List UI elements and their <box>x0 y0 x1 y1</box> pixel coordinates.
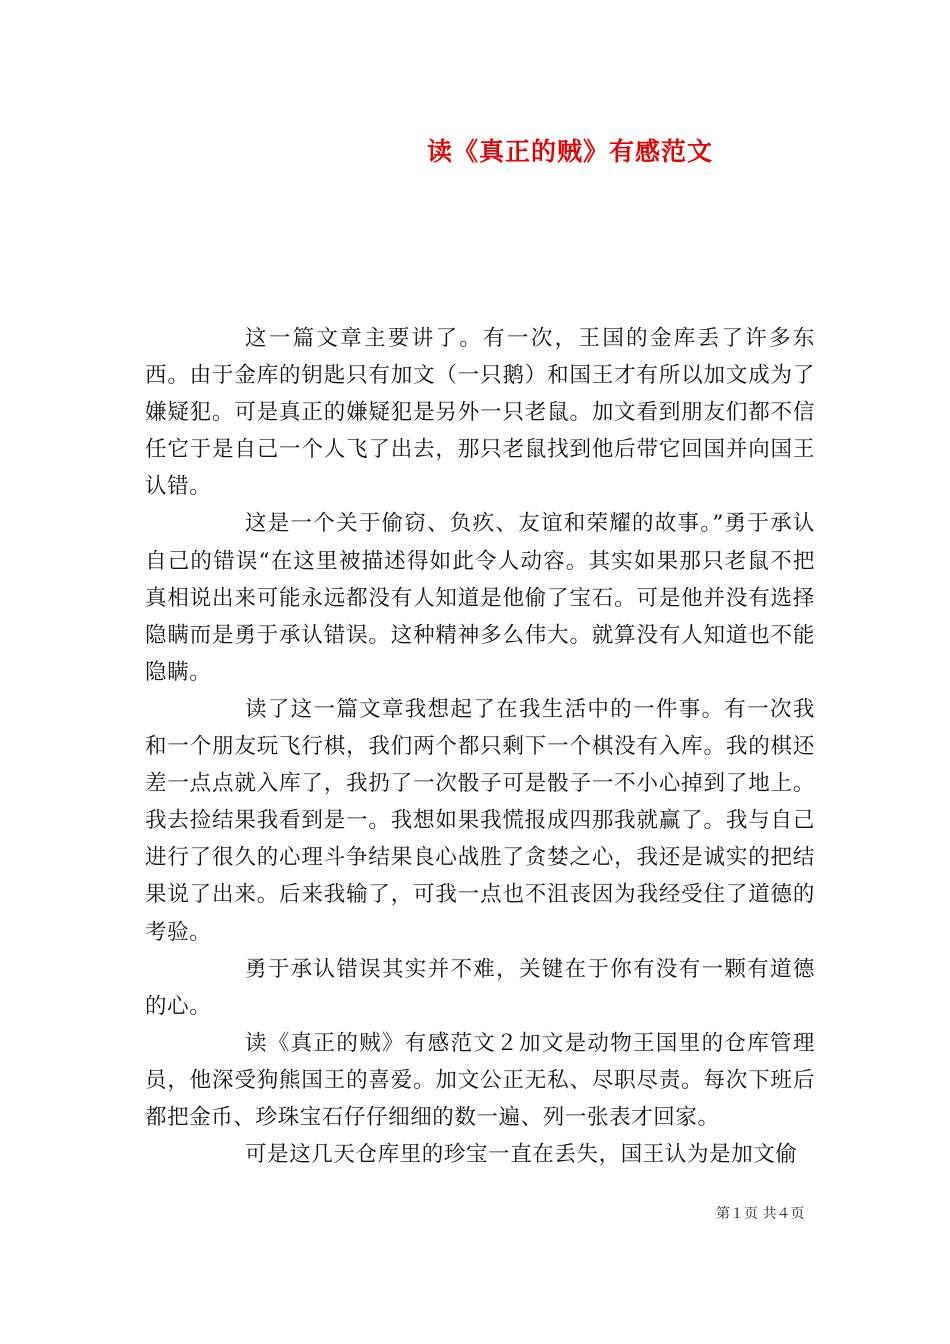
document-title: 读《真正的贼》有感范文 <box>426 137 713 166</box>
paragraph-1: 这一篇文章主要讲了。有一次，王国的金库丢了许多东西。由于金库的钥匙只有加文（一只鹅）和国王才有所以加文成为了嫌疑犯。可是真正的嫌疑犯是另外一只老鼠。加文看到朋友们都不信任它于是自己一个人飞了出去，那只老鼠找到他后带它回国并向国王认错。 <box>145 326 815 500</box>
paragraph-6: 可是这几天仓库里的珍宝一直在丢失，国王认为是加文偷 <box>245 1142 798 1168</box>
document-body <box>145 320 815 1173</box>
paragraph-2: 这是一个关于偷窃、负疚、友谊和荣耀的故事。”勇于承认自己的错误“在这里被描述得如此令人动容。其实如果那只老鼠不把真相说出来可能永远都没有人知道是他偷了宝石。可是他并没有选择隐瞒而是勇于承认错误。这种精神多么伟大。就算没有人知道也不能隐瞒。 <box>145 511 815 685</box>
page-number-footer: 第１页 共４页 <box>716 1206 805 1222</box>
paragraph-4: 勇于承认错误其实并不难，关键在于你有没有一颗有道德的心。 <box>145 956 815 1019</box>
paragraph-3: 读了这一篇文章我想起了在我生活中的一件事。有一次我和一个朋友玩飞行棋，我们两个都只剩下一个棋没有入库。我的棋还差一点点就入库了，我扔了一次骰子可是骰子一不小心掉到了地上。我去捡结果我看到是一。我想如果我慌报成四那我就赢了。我与自己进行了很久的心理斗争结果良心战胜了贪婪之心，我还是诚实的把结果说了出来。后来我输了，可我一点也不沮丧因为我经受住了道德的考验。 <box>145 696 815 945</box>
paragraph-5: 读《真正的贼》有感范文２加文是动物王国里的仓库管理员，他深受狗熊国王的喜爱。加文公正无私、尽职尽责。每次下班后都把金币、珍珠宝石仔仔细细的数一遍、列一张表才回家。 <box>145 1030 815 1130</box>
